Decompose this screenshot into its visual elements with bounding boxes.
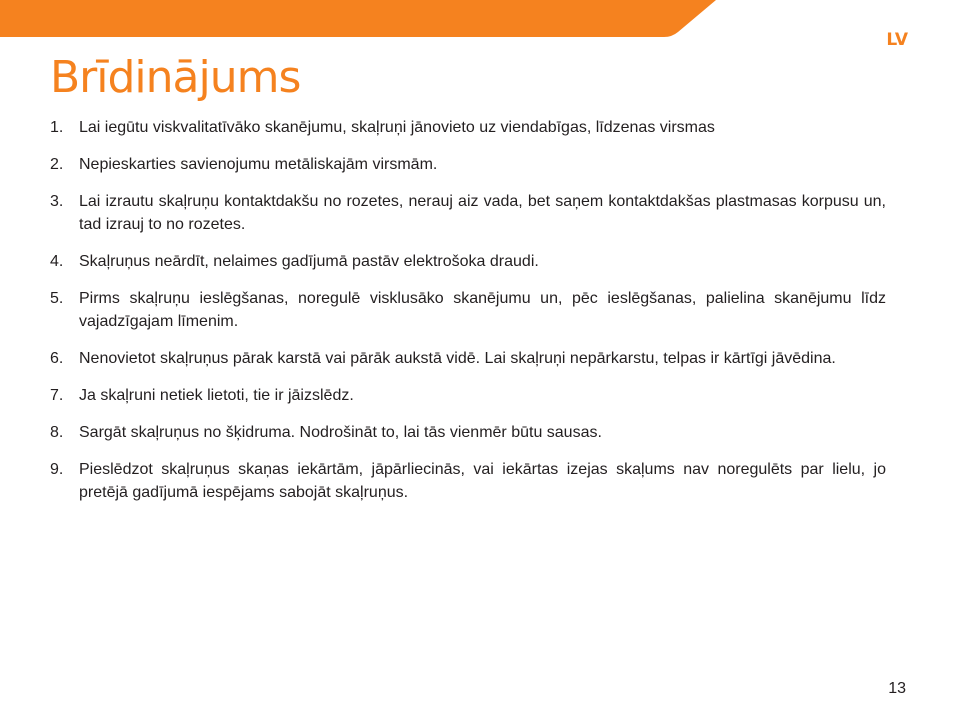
list-item	[50, 384, 886, 407]
list-item	[50, 347, 886, 370]
item-text: Lai iegūtu viskvalitatīvāko skanējumu, skaļruņi jānovieto uz viendabīgas, līdzenas virsmas	[79, 119, 715, 136]
list-item	[50, 250, 886, 273]
item-number: 1.	[50, 119, 64, 136]
item-number: 8.	[50, 424, 64, 441]
list-item	[50, 190, 886, 236]
item-number: 3.	[50, 193, 64, 210]
item-number: 9.	[50, 461, 64, 478]
item-text: Sargāt skaļruņus no šķidruma. Nodrošināt to, lai tās vienmēr būtu sausas.	[79, 424, 602, 441]
item-number: 5.	[50, 290, 64, 307]
item-number: 6.	[50, 350, 64, 367]
item-text: Nenovietot skaļruņus pārak karstā vai pārāk aukstā vidē. Lai skaļruņi nepārkarstu, telpas ir kārtīgi jāvēdina.	[79, 350, 836, 367]
item-text: Skaļruņus neārdīt, nelaimes gadījumā pastāv elektrošoka draudi.	[79, 253, 539, 270]
warnings-list	[50, 116, 886, 518]
item-number: 7.	[50, 387, 64, 404]
item-text: Ja skaļruni netiek lietoti, tie ir jāizslēdz.	[79, 387, 354, 404]
list-item	[50, 116, 886, 139]
language-code: LV	[886, 30, 908, 50]
list-item	[50, 287, 886, 333]
page-number: 13	[888, 680, 906, 697]
item-text: Pieslēdzot skaļruņus skaņas iekārtām, jāpārliecinās, vai iekārtas izejas skaļums nav noregulēts par lielu, jo pretējā gadījumā iespējams sabojāt skaļruņus.	[79, 461, 886, 501]
list-item	[50, 458, 886, 504]
item-text: Nepieskarties savienojumu metāliskajām virsmām.	[79, 156, 438, 173]
page-title: Brīdinājums	[50, 52, 301, 103]
list-item	[50, 153, 886, 176]
item-text: Pirms skaļruņu ieslēgšanas, noregulē visklusāko skanējumu un, pēc ieslēgšanas, palielina skanējumu līdz vajadzīgajam līmenim.	[79, 290, 886, 330]
item-number: 4.	[50, 253, 64, 270]
item-number: 2.	[50, 156, 64, 173]
list-item	[50, 421, 886, 444]
item-text: Lai izrautu skaļruņu kontaktdakšu no rozetes, nerauj aiz vada, bet saņem kontaktdakšas plastmasas korpusu un, tad izrauj to no rozetes.	[79, 193, 886, 233]
orange-header-bar	[0, 0, 954, 40]
